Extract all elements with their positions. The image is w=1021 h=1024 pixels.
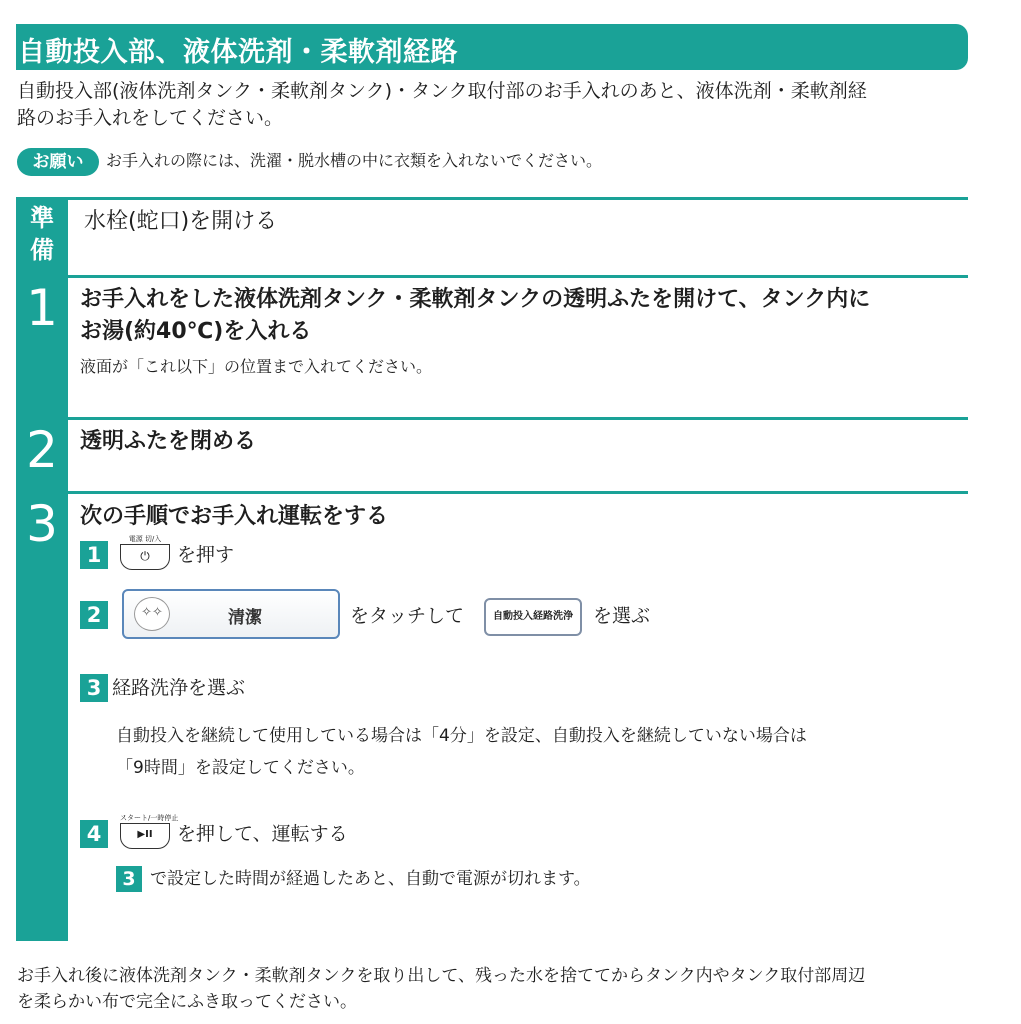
- power-icon: ⏻: [140, 549, 150, 563]
- step1-number: 1: [26, 279, 58, 337]
- substep1-number: 1: [80, 541, 108, 569]
- intro-line-1: 自動投入部(液体洗剤タンク・柔軟剤タンク)・タンク取付部のお手入れのあと、液体洗剤・柔軟剤経: [17, 80, 867, 102]
- power-button[interactable]: [120, 544, 170, 570]
- prep-label-char-1: 準: [30, 204, 54, 232]
- start-pause-button[interactable]: [120, 823, 170, 849]
- substep4-text: を押して、運転する: [177, 823, 348, 845]
- footer-text: [17, 963, 977, 1015]
- substep4-number: 4: [80, 820, 108, 848]
- note-text: お手入れの際には、洗濯・脱水槽の中に衣類を入れないでください。: [106, 151, 603, 170]
- auto-route-wash-button[interactable]: 自動投入経路洗浄: [484, 598, 582, 636]
- step3-title: 次の手順でお手入れ運転をする: [80, 504, 389, 529]
- clean-button-label: 清潔: [228, 608, 262, 628]
- step3-side-bar: [16, 491, 68, 941]
- footer-line-2: を柔らかい布で完全にふき取ってください。: [17, 992, 357, 1012]
- divider-step1-top: [16, 275, 968, 278]
- play-pause-icon: ▶II: [137, 829, 153, 840]
- divider-step3-top: [16, 491, 968, 494]
- note-badge: お願い: [17, 148, 99, 176]
- step1-detail: 液面が「これ以下」の位置まで入れてください。: [80, 357, 433, 376]
- divider-step2-top: [16, 417, 968, 420]
- step1-title-line-1: お手入れをした液体洗剤タンク・柔軟剤タンクの透明ふたを開けて、タンク内に: [80, 287, 871, 312]
- sparkle-icon: ✧✧: [134, 597, 170, 631]
- section-title: 自動投入部、液体洗剤・柔軟剤経路: [18, 37, 458, 68]
- prep-text: 水栓(蛇口)を開ける: [84, 209, 278, 234]
- substep3-detail-line-1: 自動投入を継続して使用している場合は「4分」を設定、自動投入を継続していない場合は: [116, 726, 807, 746]
- substep3-detail-line-2: 「9時間」を設定してください。: [116, 758, 365, 778]
- substep4-note-number: 3: [116, 866, 142, 892]
- intro-line-2: 路のお手入れをしてください。: [17, 107, 284, 129]
- footer-line-1: お手入れ後に液体洗剤タンク・柔軟剤タンクを取り出して、残った水を捨ててからタンク内やタンク取付部周辺: [17, 966, 866, 986]
- substep4-note-text: で設定した時間が経過したあと、自動で電源が切れます。: [150, 869, 591, 889]
- start-pause-button-caption: スタート/一時停止: [120, 814, 179, 822]
- intro-text: [17, 78, 967, 132]
- prep-label-char-2: 備: [30, 236, 54, 264]
- step1-title-line-2: お湯(約40℃)を入れる: [80, 319, 312, 344]
- substep3-number: 3: [80, 674, 108, 702]
- substep2-text-mid: をタッチして: [350, 605, 465, 627]
- step3-number: 3: [26, 495, 58, 553]
- step2-number: 2: [26, 421, 58, 479]
- divider-prep-top: [16, 197, 968, 200]
- substep2-text-end: を選ぶ: [593, 605, 651, 627]
- power-button-caption: 電源 切/入: [128, 535, 162, 543]
- substep2-number: 2: [80, 601, 108, 629]
- prep-label: [16, 202, 68, 266]
- substep3-text: 経路洗浄を選ぶ: [112, 677, 246, 699]
- step2-title: 透明ふたを閉める: [80, 429, 257, 454]
- substep1-text: を押す: [177, 544, 235, 566]
